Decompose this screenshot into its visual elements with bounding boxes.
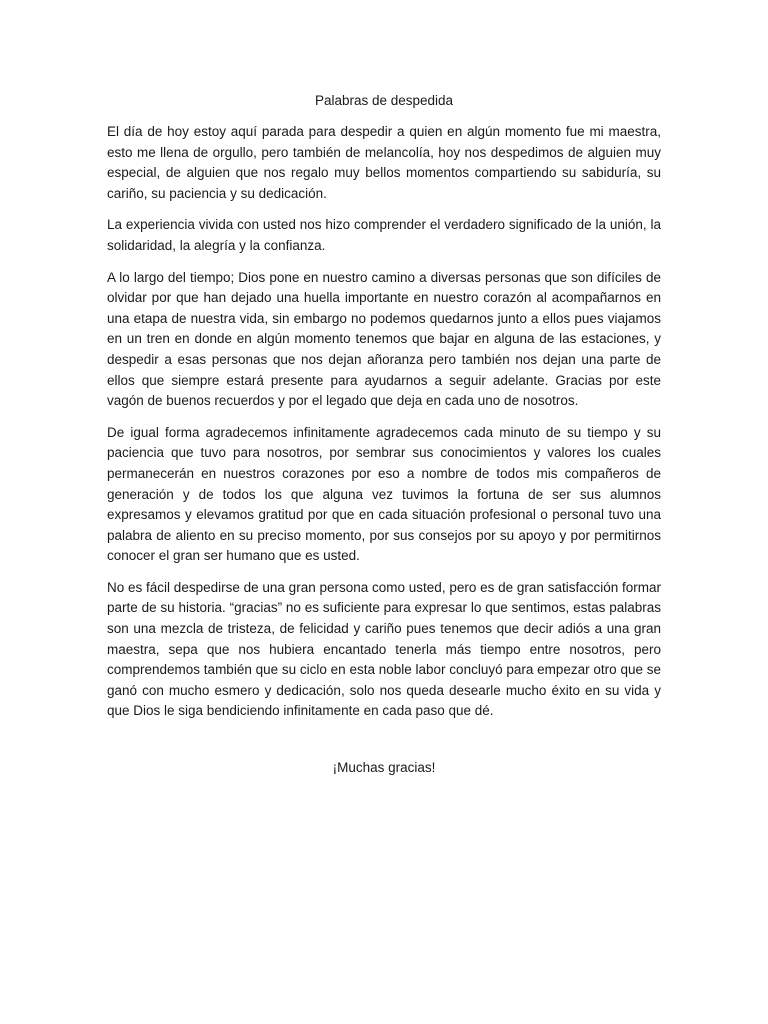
paragraph-3: A lo largo del tiempo; Dios pone en nuestro camino a diversas personas que son difíciles de olvidar por que han dejado una huella importante en nuestro corazón al acompañarnos en una etapa de nuestra vida, sin embargo no podemos quedarnos junto a ellos pues viajamos en un tren en donde en algún momento tenemos que bajar en alguna de las estaciones, y despedir a esas personas que nos dejan añoranza pero también nos dejan una parte de ellos que siempre estará presente para ayudarnos a seguir adelante. Gracias por este vagón de buenos recuerdos y por el legado que deja en cada uno de nosotros. (107, 269, 661, 409)
document-body (107, 91, 661, 778)
paragraph-1: El día de hoy estoy aquí parada para despedir a quien en algún momento fue mi maestra, esto me llena de orgullo, pero también de melancolía, hoy nos despedimos de alguien muy especial, de alguien que nos regalo muy bellos momentos compartiendo su sabiduría, su cariño, su paciencia y su dedicación. (107, 124, 661, 201)
paragraph-5: No es fácil despedirse de una gran persona como usted, pero es de gran satisfacción formar parte de su historia. “gracias” no es suficiente para expresar lo que sentimos, estas palabras son una mezcla de tristeza, de felicidad y cariño pues tenemos que decir adiós a una gran maestra, sepa que nos hubiera encantado tenerla más tiempo entre nosotros, pero comprendemos también que su ciclo en esta noble labor concluyó para empezar otro que se ganó con mucho esmero y dedicación, solo nos queda desearle mucho éxito en su vida y que Dios le siga bendiciendo infinitamente en cada paso que dé. (107, 579, 661, 719)
document-title: Palabras de despedida (314, 93, 454, 108)
paragraph-4: De igual forma agradecemos infinitamente agradecemos cada minuto de su tiempo y su paciencia que tuvo para nosotros, por sembrar sus conocimientos y valores los cuales permanecerán en nuestros corazones por eso a nombre de todos mis compañeros de generación y de todos los que alguna vez tuvimos la fortuna de ser sus alumnos expresamos y elevamos gratitud por que en cada situación profesional o personal tuvo una palabra de aliento en su preciso momento, por sus consejos por su apoyo y por permitirnos conocer el gran ser humano que es usted. (107, 424, 661, 564)
closing-line: ¡Muchas gracias! (332, 760, 436, 776)
paragraph-2: La experiencia vivida con usted nos hizo comprender el verdadero significado de la unión, la solidaridad, la alegría y la confianza. (107, 217, 661, 253)
